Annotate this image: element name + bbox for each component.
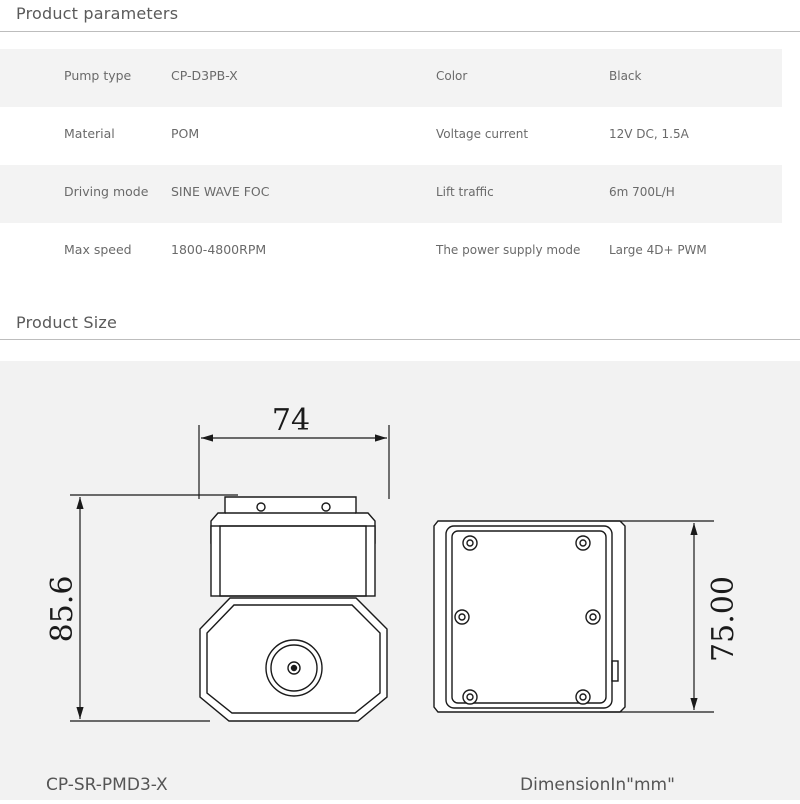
param-value: 12V DC, 1.5A	[609, 127, 689, 141]
table-row	[0, 107, 782, 165]
unit-caption: DimensionIn"mm"	[520, 775, 675, 795]
table-row	[0, 49, 782, 107]
table-row	[0, 223, 782, 281]
width-dim-label: 74	[271, 403, 311, 438]
param-value: 1800-4800RPM	[171, 242, 267, 257]
pump-side-view	[434, 521, 625, 712]
param-label: Driving mode	[64, 184, 149, 199]
table-row	[0, 165, 782, 223]
params-title-divider	[0, 31, 800, 32]
param-label: Material	[64, 126, 115, 141]
params-table	[0, 49, 782, 281]
param-value: SINE WAVE FOC	[171, 184, 270, 199]
height-dim-label: 85.6	[45, 575, 80, 643]
dimension-drawing	[0, 361, 800, 800]
size-section-title: Product Size	[16, 313, 118, 332]
dimension-drawing-area	[0, 361, 800, 800]
param-value: 6m 700L/H	[609, 185, 675, 199]
size-title-divider	[0, 339, 800, 340]
param-value: POM	[171, 126, 200, 141]
params-section-title: Product parameters	[16, 4, 179, 23]
param-label: Pump type	[64, 68, 132, 83]
param-value: Large 4D+ PWM	[609, 243, 707, 257]
pump-front-view	[200, 497, 387, 721]
param-value: Black	[609, 69, 642, 83]
param-label: Color	[436, 69, 468, 83]
side-height-dim-label: 75.00	[706, 576, 741, 662]
param-label: The power supply mode	[436, 243, 581, 257]
param-label: Max speed	[64, 242, 132, 257]
param-label: Voltage current	[436, 127, 529, 141]
param-value: CP-D3PB-X	[171, 68, 238, 83]
model-caption: CP-SR-PMD3-X	[46, 775, 168, 795]
param-label: Lift traffic	[436, 185, 494, 199]
